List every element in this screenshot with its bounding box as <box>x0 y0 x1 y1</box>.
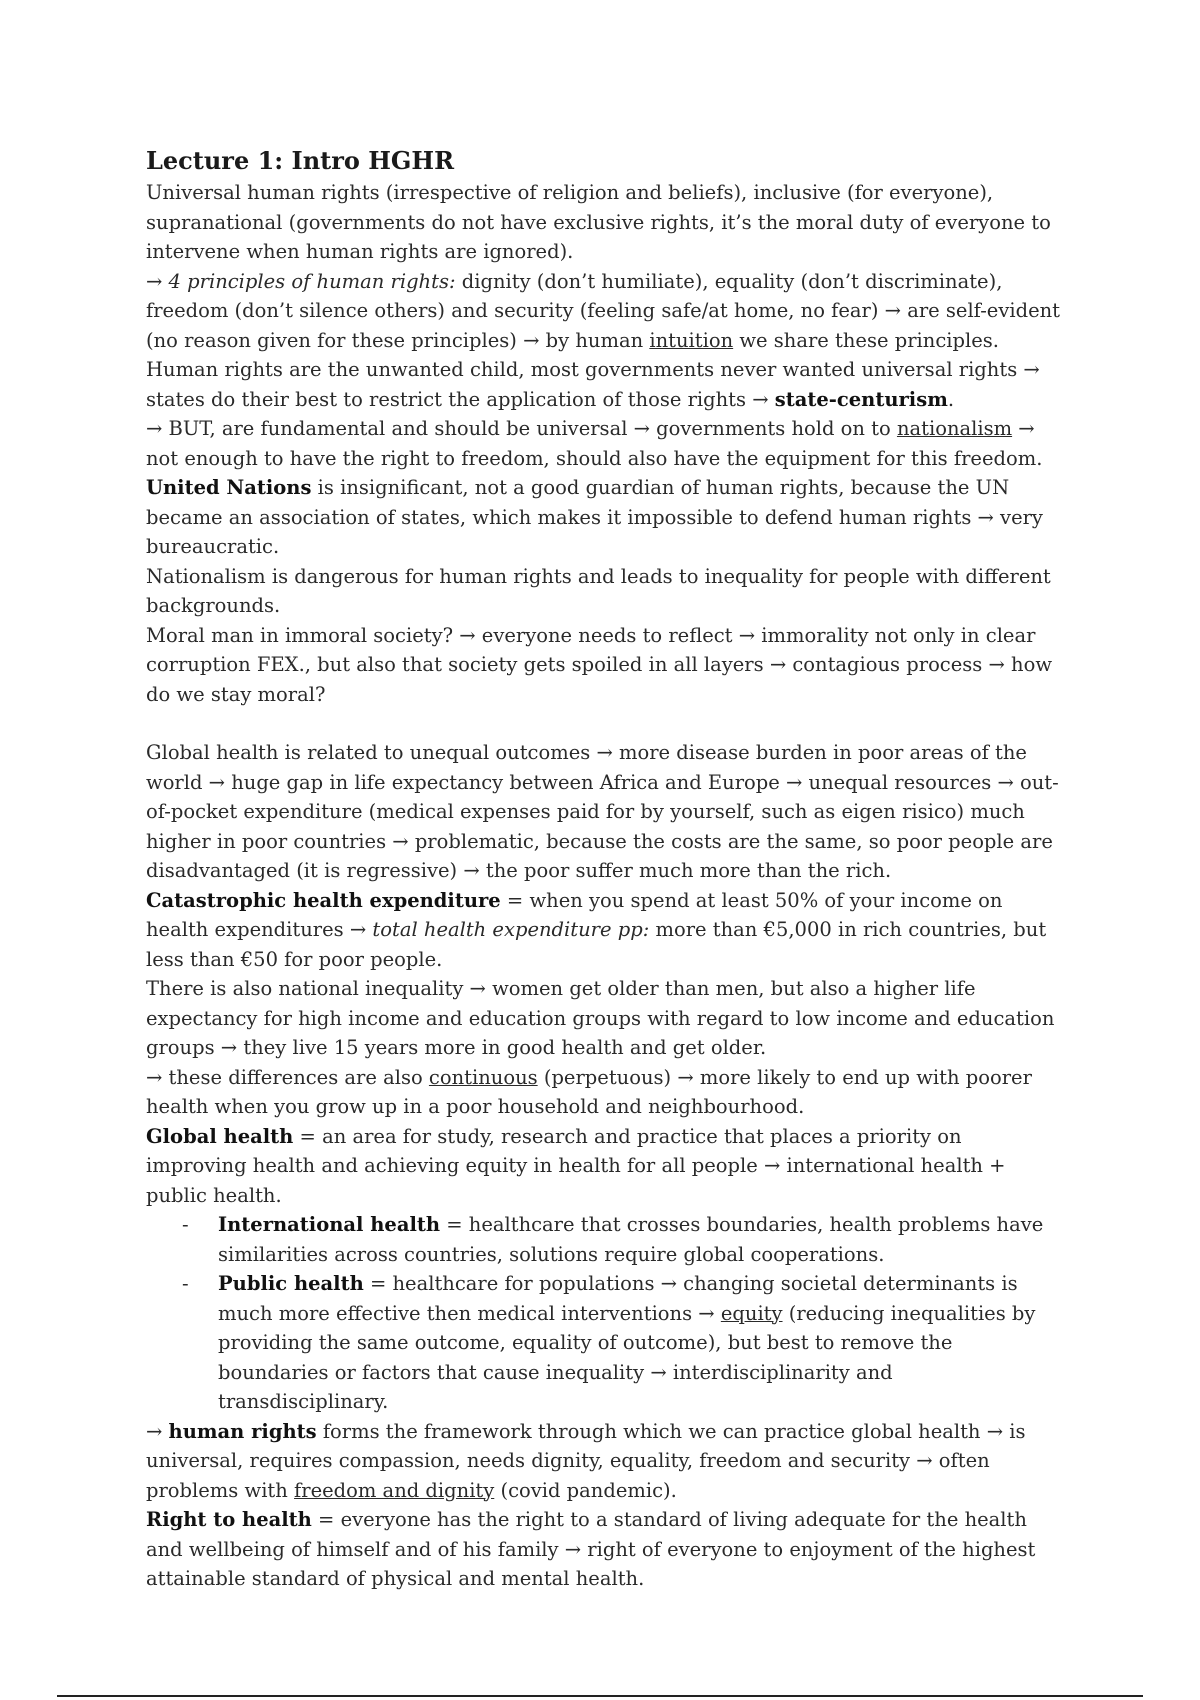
paragraph-unwanted-child: Human rights are the unwanted child, most governments never wanted universal rights → states do their best to restrict the application of those rights → state-centurism. <box>146 358 1040 411</box>
paragraph-principles: → 4 principles of human rights: dignity (don’t humiliate), equality (don’t discriminate), freedom (don’t silence others) and security (feeling safe/at home, no fear) → are self-evident (no reason given for these principles) → by human intuition we share these principles. <box>146 269 1061 352</box>
paragraph-global-health-definition: Global health = an area for study, research and practice that places a priority on improving health and achieving equity in health for all people → international health + public health. <box>146 1124 1006 1207</box>
list-item-international-health: - International health = healthcare that crosses boundaries, health problems have similarities across countries, solutions require global cooperations. <box>182 1213 1044 1266</box>
paragraph-moral-man: Moral man in immoral society? → everyone needs to reflect → immorality not only in clear corruption FEX., but also that society gets spoiled in all layers → contagious process → how do we stay moral? <box>146 623 1053 706</box>
list-item-public-health: - Public health = healthcare for populations → changing societal determinants is much more effective then medical interventions → equity (reducing inequalities by providing the same outcome, equality of outcome), but best to remove the boundaries or factors that cause inequality → interdisciplinarity and transdisciplinary. <box>182 1272 1036 1413</box>
page-bottom-rule <box>57 1695 1143 1697</box>
paragraph-global-health-outcomes: Global health is related to unequal outcomes → more disease burden in poor areas of the world → huge gap in life expectancy between Africa and Europe → unequal resources → out-of-pocket expenditure (medical expenses paid for by yourself, such as eigen risico) much higher in poor countries → problematic, because the costs are the same, so poor people are disadvantaged (it is regressive) → the poor suffer much more than the rich. <box>146 741 1059 882</box>
document-body <box>146 144 1066 1594</box>
page-title: Lecture 1: Intro HGHR <box>146 146 455 175</box>
paragraph-nationalism: → BUT, are fundamental and should be universal → governments hold on to nationalism → not enough to have the right to freedom, should also have the equipment for this freedom. <box>146 417 1043 470</box>
paragraph-catastrophic-expenditure: Catastrophic health expenditure = when you spend at least 50% of your income on health expenditures → total health expenditure pp: more than €5,000 in rich countries, but less than €50 for poor people. <box>146 888 1047 971</box>
paragraph-human-rights-framework: → human rights forms the framework through which we can practice global health → is universal, requires compassion, needs dignity, equality, freedom and security → often problems with freedom and dignity (covid pandemic). <box>146 1419 1026 1502</box>
paragraph-united-nations: United Nations is insignificant, not a good guardian of human rights, because the UN became an association of states, which makes it impossible to defend human rights → very bureaucratic. <box>146 476 1043 558</box>
paragraph-nationalism-danger: Nationalism is dangerous for human rights and leads to inequality for people with different backgrounds. <box>146 564 1051 617</box>
paragraph-universal-rights: Universal human rights (irrespective of religion and beliefs), inclusive (for everyone), supranational (governments do not have exclusive rights, it’s the moral duty of everyone to intervene when human rights are ignored). <box>146 181 1051 263</box>
bullet-list <box>146 1210 1066 1417</box>
paragraph-national-inequality: There is also national inequality → women get older than men, but also a higher life expectancy for high income and education groups with regard to low income and education groups → they live 15 years more in good health and get older. <box>146 977 1055 1059</box>
paragraph-right-to-health: Right to health = everyone has the right to a standard of living adequate for the health and wellbeing of himself and of his family → right of everyone to enjoyment of the highest attainable standard of physical and mental health. <box>146 1508 1036 1590</box>
paragraph-gap <box>146 709 1066 738</box>
paragraph-continuous: → these differences are also continuous (perpetuous) → more likely to end up with poorer health when you grow up in a poor household and neighbourhood. <box>146 1065 1032 1118</box>
